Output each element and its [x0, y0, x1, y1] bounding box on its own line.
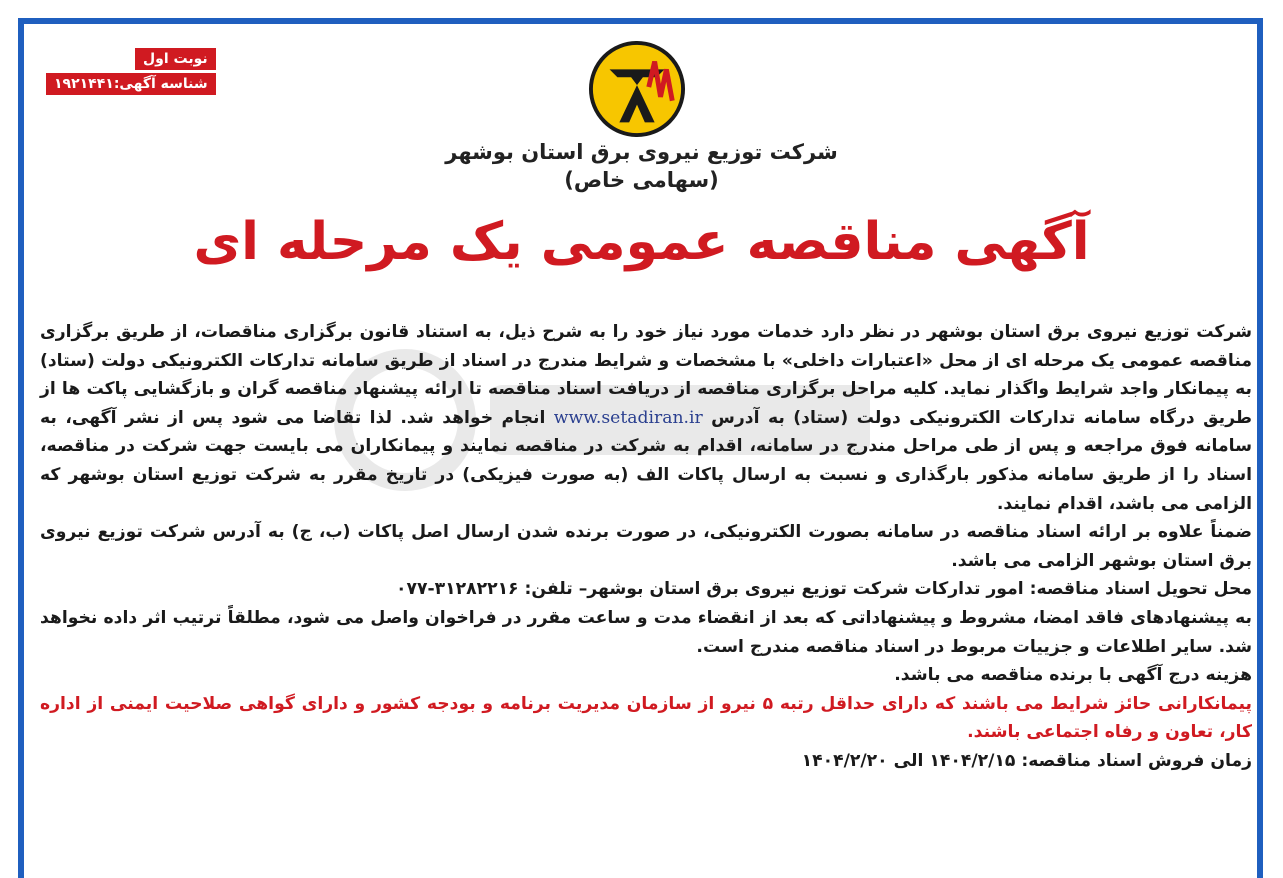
invalid-bids-paragraph: به پیشنهادهای فاقد امضا، مشروط و پیشنهاداتی که بعد از انقضاء مدت و ساعت مقرر در فراخوان واصل می شود، مطلقاً ترتیب اثر داده نخواهد شد. سایر اطلاعات و جزییات مربوط در اسناد مناقصه مندرج است. [40, 607, 1252, 657]
intro-text-part2: انجام خواهد شد. لذا تقاضا می شود پس از نشر آگهی، به سامانه فوق مراجعه و پس از طی مراحل مندرج در سامانه، اقدام به شرکت در مناقصه نمایند و پیمانکاران می بایست جهت شرکت در مناقصه، اسناد را از طریق سامانه مذکور بارگذاری و نسبت به ارسال پاکات الف (به صورت فیزیکی) در تاریخ مقرر به شرکت توزیع استان بوشهر که الزامی می باشد، اقدام نمایند. [40, 407, 1252, 514]
badge-group [46, 48, 216, 95]
intro-paragraph [40, 318, 1252, 518]
sale-period-paragraph: زمان فروش اسناد مناقصه: ۱۴۰۴/۲/۱۵ الی ۱۴۰۴/۲/۲۰ [801, 750, 1252, 771]
electric-distribution-logo-icon [588, 40, 686, 138]
electronic-submission-paragraph: ضمناً علاوه بر ارائه اسناد مناقصه در سامانه بصورت الکترونیکی، در صورت برنده شدن ارسال اصل پاکات (ب، ج) به آدرس شرکت توزیع نیروی برق استان بوشهر الزامی می باشد. [40, 522, 1252, 571]
ad-cost-paragraph: هزینه درج آگهی با برنده مناقصه می باشد. [894, 665, 1252, 686]
intro-text-part1: شرکت توزیع نیروی برق استان بوشهر در نظر دارد خدمات مورد نیاز خود را به شرح ذیل، به استناد قانون برگزاری مناقصات، از طریق برگزاری مناقصه عمومی یک مرحله ای از محل «اعتبارات داخلی» با مشخصات و شرایط مندرج در اسناد از طریق سامانه تدارکات الکترونیکی دولت (ستاد) به پیمانکار واجد شرایط واگذار نماید. کلیه مراحل برگزاری مناقصه از دریافت اسناد مناقصه تا ارائه پیشنهاد مناقصه گران و بازگشایی پاکت ها از طریق درگاه سامانه تدارکات الکترونیکی دولت (ستاد) به آدرس [40, 322, 1252, 428]
company-type: (سهامی خاص) [564, 168, 719, 192]
eligibility-paragraph: پیمانکارانی حائز شرایط می باشند که دارای حداقل رتبه ۵ نیرو از سازمان مدیریت برنامه و بودجه کشور و دارای گواهی صلاحیت ایمنی از اداره کار، تعاون و رفاه اجتماعی باشند. [40, 693, 1253, 743]
company-name: شرکت توزیع نیروی برق استان بوشهر [445, 140, 838, 164]
round-badge: نوبت اول [135, 48, 216, 70]
delivery-location-paragraph: محل تحویل اسناد مناقصه: امور تدارکات شرکت توزیع نیروی برق استان بوشهر– تلفن: ۳۱۲۸۲۲۱۶-۰۷۷ [396, 579, 1252, 600]
announcement-body [40, 318, 1252, 776]
ad-id-badge: شناسه آگهی:۱۹۲۱۴۴۱ [46, 73, 216, 95]
setad-url-link[interactable]: www.setadiran.ir [553, 407, 703, 428]
page-title: آگهی مناقصه عمومی یک مرحله ای [193, 212, 1090, 272]
